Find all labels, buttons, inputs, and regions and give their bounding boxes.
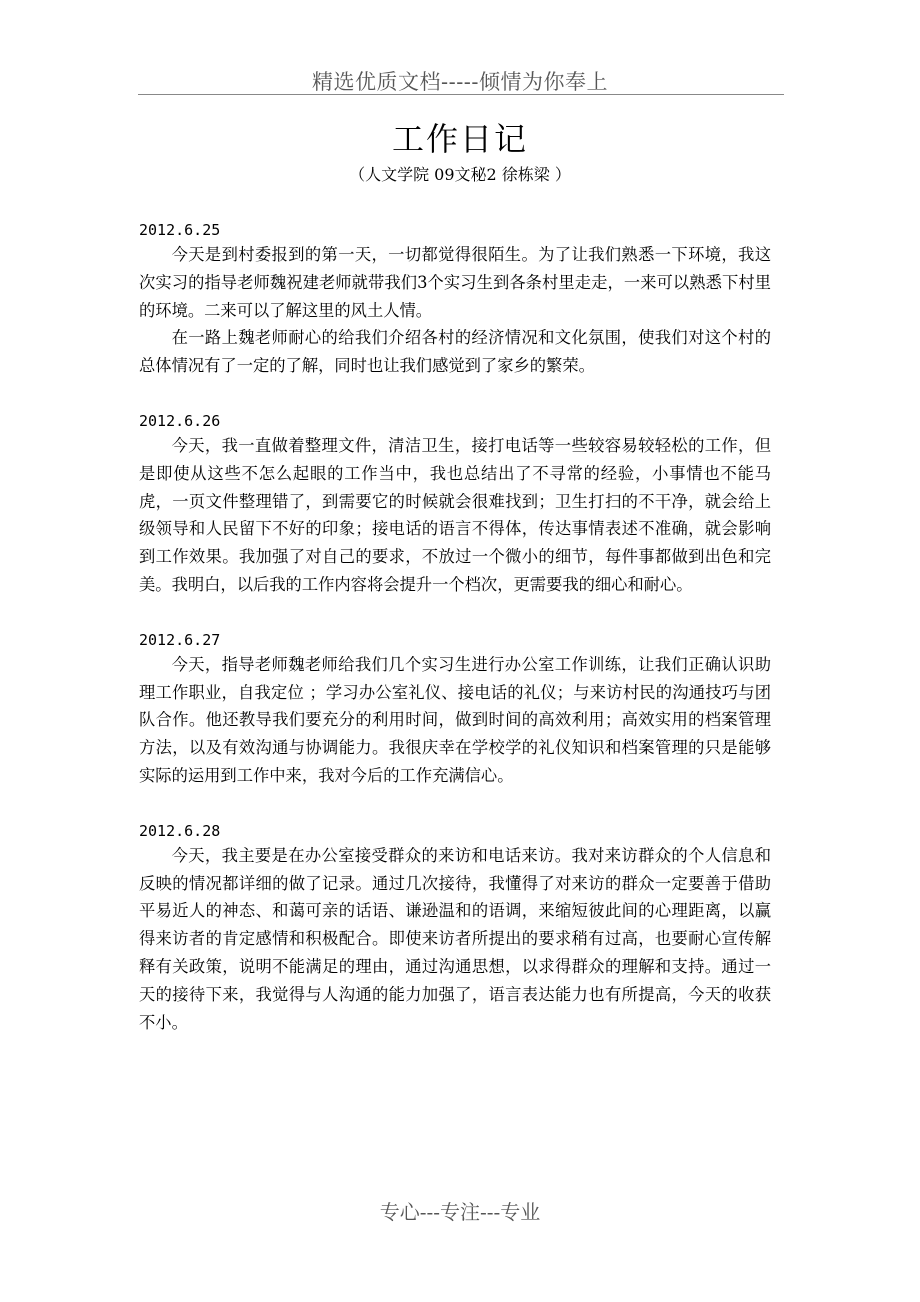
- entry-date: 2012.6.28: [139, 821, 221, 840]
- entry-paragraph: 今天，我主要是在办公室接受群众的来访和电话来访。我对来访群众的个人信息和反映的情况都详细的做了记录。通过几次接待，我懂得了对来访的群众一定要善于借助平易近人的神态、和蔼可亲的话语、谦逊温和的语调，来缩短彼此间的心理距离，以赢得来访者的肯定感情和积极配合。即使来访者所提出的要求稍有过高，也要耐心宣传解释有关政策，说明不能满足的理由，通过沟通思想，以求得群众的理解和支持。通过一天的接待下来，我觉得与人沟通的能力加强了，语言表达能力也有所提高，今天的收获不小。: [139, 845, 771, 1032]
- document-title: 工作日记: [391, 120, 528, 158]
- diary-entry: [139, 410, 771, 599]
- diary-entry: [139, 219, 771, 380]
- entry-date: 2012.6.25: [139, 221, 221, 239]
- entry-paragraph: 今天是到村委报到的第一天，一切都觉得很陌生。为了让我们熟悉一下环境，我这次实习的指导老师魏祝建老师就带我们3个实习生到各条村里走走，一来可以熟悉下村里的环境。二来可以了解这里的风土人情。: [139, 245, 771, 320]
- document-subtitle: （人文学院 09文秘2 徐栋梁 ）: [349, 165, 571, 184]
- entry-date: 2012.6.26: [139, 411, 221, 430]
- document-body: [139, 219, 771, 1066]
- page-footer: 专心---专注---专业: [379, 1200, 541, 1224]
- header-divider: [138, 94, 784, 95]
- entry-paragraph: 今天，指导老师魏老师给我们几个实习生进行办公室工作训练，让我们正确认识助理工作职业，自我定位 ；学习办公室礼仪、接电话的礼仪；与来访村民的沟通技巧与团队合作。他还教导我们要充分的利用时间，做到时间的高效利用；高效实用的档案管理方法，以及有效沟通与协调能力。我很庆幸在学校学的礼仪知识和档案管理的只是能够实际的运用到工作中来，我对今后的工作充满信心。: [139, 654, 771, 785]
- diary-entry: [139, 629, 771, 790]
- entry-paragraph: 今天，我一直做着整理文件，清洁卫生，接打电话等一些较容易较轻松的工作，但是即使从这些不怎么起眼的工作当中，我也总结出了不寻常的经验，小事情也不能马虎，一页文件整理错了，到需要它的时候就会很难找到；卫生打扫的不干净，就会给上级领导和人民留下不好的印象；接电话的语言不得体，传达事情表述不准确，就会影响到工作效果。我加强了对自己的要求，不放过一个微小的细节，每件事都做到出色和完美。我明白，以后我的工作内容将会提升一个档次，更需要我的细心和耐心。: [139, 435, 771, 594]
- diary-entry: [139, 820, 771, 1037]
- page-header: 精选优质文档-----倾情为你奉上: [312, 70, 608, 94]
- entry-date: 2012.6.27: [139, 630, 221, 649]
- entry-paragraph: 在一路上魏老师耐心的给我们介绍各村的经济情况和文化氛围，使我们对这个村的总体情况有了一定的了解，同时也让我们感觉到了家乡的繁荣。: [139, 328, 771, 376]
